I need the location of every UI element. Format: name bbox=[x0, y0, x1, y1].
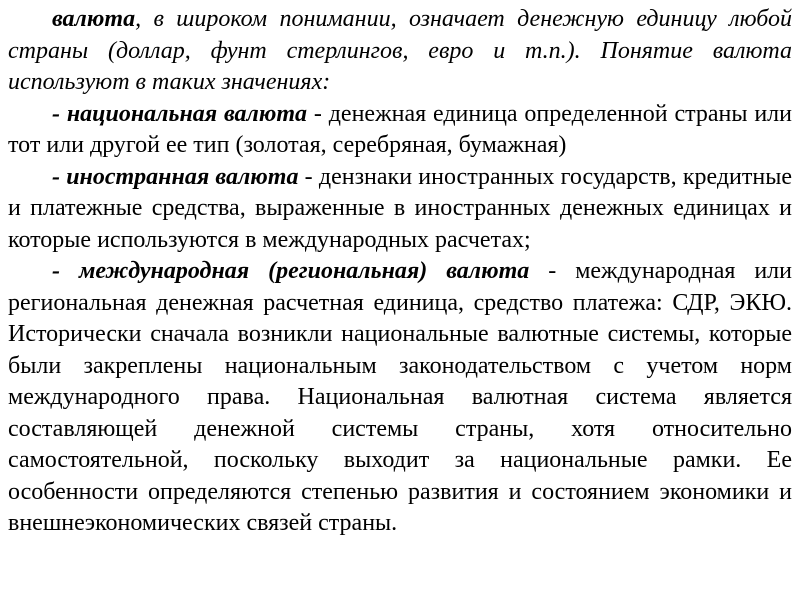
term-international-currency: - международная (региональная) валюта bbox=[52, 258, 530, 284]
term-currency: валюта bbox=[52, 6, 136, 32]
paragraph-text: - международная или региональная денежная расчетная единица, средство платежа: СДР, ЭКЮ. Исторически сначала возникли национальные валютные системы, которые были закреплены национальным законодательством с учетом норм международного права. Национальная валютная система является составляющей денежной системы страны, хотя относительно самостоятельной, поскольку выходит за национальные рамки. Ее особенности определяются степенью развития и состоянием экономики и внешнеэкономических связей страны. bbox=[8, 258, 793, 536]
paragraph-text: - дензнаки иностранных государств, кредитные и платежные средства, выраженные в иностранных денежных единицах и которые используются в международных расчетах; bbox=[8, 163, 793, 253]
paragraph-foreign-currency bbox=[8, 162, 792, 257]
paragraph-international-currency bbox=[8, 256, 792, 540]
paragraph-text: , в широком понимании, означает денежную единицу любой страны (доллар, фунт стерлингов, евро и т.п.). Понятие валюта используют в таких значениях: bbox=[8, 6, 792, 95]
paragraph-currency-definition bbox=[8, 4, 792, 99]
paragraph-text: - денежная единица определенной страны или тот или другой ее тип (золотая, серебряная, бумажная) bbox=[8, 100, 793, 158]
paragraph-national-currency bbox=[8, 99, 792, 162]
term-foreign-currency: - иностранная валюта bbox=[52, 163, 299, 190]
term-national-currency: - национальная валюта bbox=[52, 100, 308, 127]
document-body bbox=[8, 4, 792, 540]
